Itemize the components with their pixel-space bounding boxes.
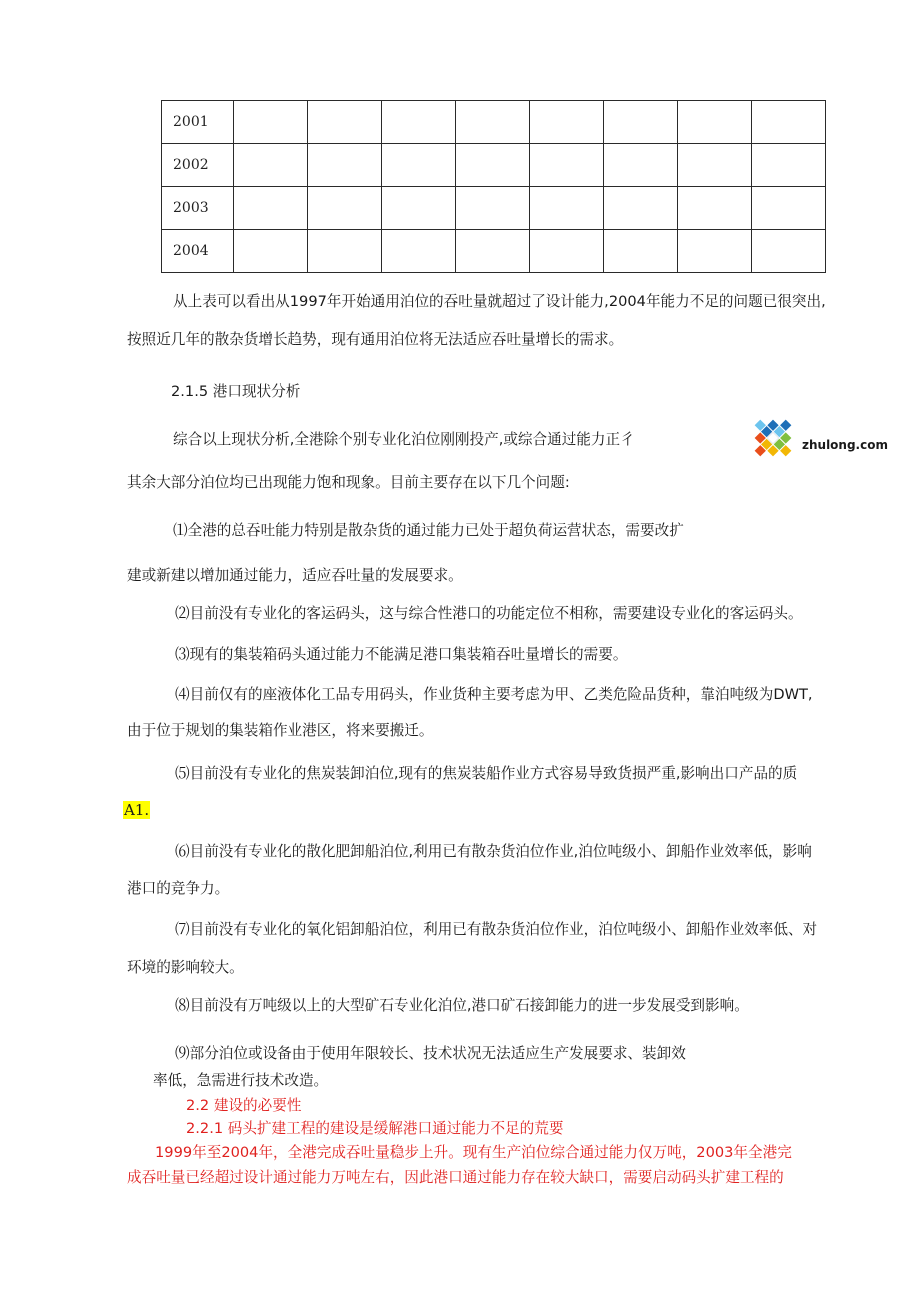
table-cell: [456, 144, 530, 187]
table-cell: [308, 144, 382, 187]
table-cell: [456, 101, 530, 144]
table-cell: [604, 187, 678, 230]
red-paragraph-line: 成吞吐量已经超过设计通过能力万吨左右，因此港口通过能力存在较大缺口，需要启动码头扩建工程的: [127, 1169, 784, 1186]
list-item: ⑹目前没有专业化的散化肥卸船泊位,利用已有散杂货泊位作业,泊位吨级小、卸船作业效率低，影响: [175, 843, 812, 860]
year-cell: 2003: [162, 187, 234, 230]
table-cell: [234, 144, 308, 187]
table-row: [162, 101, 826, 144]
year-cell: 2004: [162, 230, 234, 273]
section-heading-red: 2.2 建设的必要性: [186, 1097, 302, 1114]
list-item: 率低，急需进行技术改造。: [153, 1072, 329, 1089]
list-item: ⑼部分泊位或设备由于使用年限较长、技术状况无法适应生产发展要求、装卸效: [175, 1045, 686, 1062]
zhulong-logo-icon: [746, 410, 800, 466]
list-item: ⑶现有的集装箱码头通过能力不能满足港口集装箱吞吐量增长的需要。: [175, 646, 628, 663]
table-cell: [530, 144, 604, 187]
list-item: 港口的竞争力。: [127, 880, 230, 897]
table-cell: [308, 187, 382, 230]
table-cell: [604, 144, 678, 187]
table-cell: [382, 187, 456, 230]
year-cell: 2002: [162, 144, 234, 187]
list-item: 由于位于规划的集装箱作业港区，将来要搬迁。: [127, 722, 434, 739]
table-cell: [308, 101, 382, 144]
paragraph-line: 综合以上现状分析,全港除个别专业化泊位刚刚投产,或综合通过能力正彳: [173, 431, 635, 448]
list-item: ⑴全港的总吞吐能力特别是散杂货的通过能力已处于超负荷运营状态，需要改扩: [173, 522, 684, 539]
table-cell: [234, 101, 308, 144]
section-heading: 2.1.5 港口现状分析: [171, 383, 301, 400]
list-item: ⑵目前没有专业化的客运码头，这与综合性港口的功能定位不相称，需要建设专业化的客运码头。: [175, 605, 803, 622]
table-cell: [382, 144, 456, 187]
table-cell: [752, 230, 826, 273]
table-cell: [752, 101, 826, 144]
table-cell: [308, 230, 382, 273]
table-cell: [530, 230, 604, 273]
list-item: 环境的影响较大。: [127, 959, 244, 976]
table-cell: [604, 101, 678, 144]
zhulong-logo-text: zhulong.com: [802, 438, 888, 452]
paragraph-line: 按照近几年的散杂货增长趋势，现有通用泊位将无法适应吞吐量增长的需求。: [127, 331, 624, 348]
red-paragraph-line: 1999年至2004年，全港完成吞吐量稳步上升。现有生产泊位综合通过能力仅万吨，2003年全港完: [155, 1144, 792, 1161]
table-cell: [382, 101, 456, 144]
table-row: [162, 144, 826, 187]
table-cell: [678, 230, 752, 273]
list-item: ⑷目前仅有的座液体化工品专用码头，作业货种主要考虑为甲、乙类危险品货种，靠泊吨级为DWT,: [175, 686, 813, 703]
table-row: [162, 187, 826, 230]
table-cell: [678, 187, 752, 230]
table-cell: [604, 230, 678, 273]
table-cell: [456, 187, 530, 230]
subsection-heading-red: 2.2.1 码头扩建工程的建设是缓解港口通过能力不足的荒要: [186, 1120, 564, 1137]
table-cell: [752, 144, 826, 187]
highlighted-text: [123, 800, 150, 820]
paragraph-line: 其余大部分泊位均已出现能力饱和现象。目前主要存在以下几个问题:: [127, 474, 570, 491]
table-cell: [530, 187, 604, 230]
list-item: ⑺目前没有专业化的氧化铝卸船泊位，利用已有散杂货泊位作业，泊位吨级小、卸船作业效率低、对: [175, 921, 818, 938]
throughput-table: [161, 100, 826, 273]
table-row: [162, 230, 826, 273]
table-cell: [456, 230, 530, 273]
table-cell: [752, 187, 826, 230]
table-cell: [678, 101, 752, 144]
list-item: ⑸目前没有专业化的焦炭装卸泊位,现有的焦炭装船作业方式容易导致货损严重,影响出口产品的质: [175, 765, 798, 782]
table-cell: [234, 187, 308, 230]
list-item: ⑻目前没有万吨级以上的大型矿石专业化泊位,港口矿石接卸能力的进一步发展受到影响。: [175, 997, 749, 1014]
table-cell: [678, 144, 752, 187]
list-item: 建或新建以增加通过能力，适应吞吐量的发展要求。: [127, 567, 463, 584]
year-cell: 2001: [162, 101, 234, 144]
zhulong-logo: [746, 410, 896, 466]
table-cell: [382, 230, 456, 273]
highlight-mark: A1.: [124, 801, 150, 819]
table-cell: [234, 230, 308, 273]
paragraph-line: 从上表可以看出从1997年开始通用泊位的吞吐量就超过了设计能力,2004年能力不足的问题已很突出,: [173, 293, 826, 310]
table-cell: [530, 101, 604, 144]
